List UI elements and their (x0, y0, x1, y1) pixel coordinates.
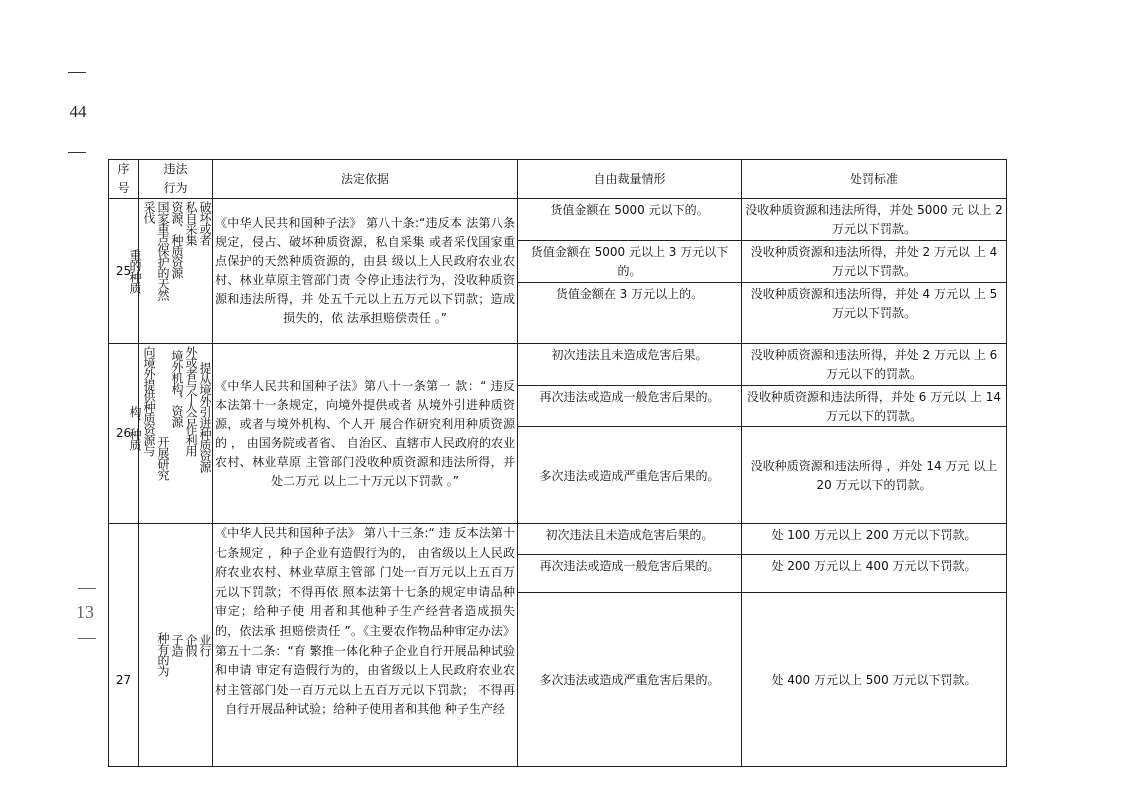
row-penalty: 没收种质资源和违法所得，并处 2 万元以 上 4 万元以下罚款。 (742, 240, 1007, 282)
table-header-row (109, 160, 1007, 199)
row-condition: 初次违法且未造成危害后果的。 (518, 524, 742, 555)
row-penalty: 处 200 万元以上 400 万元以下罚款。 (742, 554, 1007, 593)
row-seq: 26 (109, 344, 139, 524)
header-penalty: 处罚标准 (742, 160, 1007, 199)
act-vertical-text: 业行 企假 子造 种有的为 (156, 632, 212, 676)
row-penalty: 没收种质资源和违法所得 ，并处 14 万元 以上 20 万元以下的罚款。 (742, 427, 1007, 524)
act-vertical-text: 破坏或者 私自采集 资源、种质资源 国家重点保护的天然 采伐 重的种质 (128, 201, 212, 300)
row-penalty: 处 400 万元以上 500 万元以下罚款。 (742, 593, 1007, 767)
row-basis: 《中华人民共和国种子法》 第八十三条:“ 违 反本法第十七条规定 ，种子企业有造假行为的， 由省级以上人民政府农业农村、林业草原主管部 门处一百万元以上五百万元以下罚款；不得再依 照本法第十七条的规定申请品种审定；给种子使 用者和其他种子生产经营者造成损失的，依法承 担赔偿责任 ”。《主要农作物品种审定办法》第五十二条：“育 繁推一体化种子企业自行开展品种试验和申请 审定有造假行为的，由省级以上人民政府农业农 村主管部门处一百万元以上五百万元以下罚款； 不得再自行开展品种试验；给种子使用者和其他 种子生产经 (213, 524, 518, 767)
penalty-table (108, 159, 1007, 767)
header-act: 违法 行为 (139, 160, 213, 199)
side-number-dash-bottom (78, 638, 96, 639)
side-number-dash-top (78, 588, 96, 589)
table-row (109, 199, 1007, 241)
row-condition: 再次违法或造成一般危害后果的。 (518, 554, 742, 593)
row-condition: 多次违法或造成严重危害后果的。 (518, 427, 742, 524)
row-seq: 27 (109, 524, 139, 767)
row-penalty: 没收种质资源和违法所得，并处 4 万元以 上 5 万元以下罚款。 (742, 282, 1007, 343)
row-condition: 货值金额在 3 万元以上的。 (518, 282, 742, 343)
row-basis: 《中华人民共和国种子法》第八十一条第一 款：“ 违反本法第十一条规定，向境外提供或者 从境外引进种质资源，或者与境外机构、个人开 展合作研究利用种质资源的 ， 由国务院或者省、 自治区、直辖市人民政府的农业农村、林业草原 主管部门没收种质资源和违法所得，并处二万元 以上二十万元以下罚款 。” (213, 344, 518, 524)
act-vertical-text: 提从境外引进种质资源 外或者与个人合作利用 境外机构、资源 开展研究 向境外提供种质资源与 构、种质 (128, 346, 212, 480)
header-basis: 法定依据 (213, 160, 518, 199)
row-penalty: 处 100 万元以上 200 万元以下罚款。 (742, 524, 1007, 555)
row-basis: 《中华人民共和国种子法》 第八十条:“违反本 法第八条规定，侵占、破坏种质资源，私自采集 或者采伐国家重点保护的天然种质资源的，由县 级以上人民政府农业农村、林业草原主管部门责 令停止违法行为，没收种质资源和违法所得，并 处五千元以上五万元以下罚款；造成损失的，依 法承担赔偿责任 。” (213, 199, 518, 344)
row-penalty: 没收种质资源和违法所得，并处 6 万元以 上 14 万元以下的罚款。 (742, 385, 1007, 427)
page-number-dash-top (68, 72, 86, 73)
row-condition: 初次违法且未造成危害后果。 (518, 344, 742, 386)
header-condition: 自由裁量情形 (518, 160, 742, 199)
row-condition: 多次违法或造成严重危害后果的。 (518, 593, 742, 767)
row-act (139, 524, 213, 767)
row-condition: 货值金额在 5000 元以下的。 (518, 199, 742, 241)
row-penalty: 没收种质资源和违法所得，并处 5000 元 以上 2 万元以下罚款。 (742, 199, 1007, 241)
table-row (109, 344, 1007, 386)
header-seq: 序 号 (109, 160, 139, 199)
table-row (109, 524, 1007, 555)
page-number-side: 13 (76, 602, 94, 622)
row-act (128, 199, 213, 344)
row-act (128, 344, 213, 524)
row-seq: 25 (109, 199, 139, 344)
row-condition: 再次违法或造成一般危害后果的。 (518, 385, 742, 427)
row-penalty: 没收种质资源和违法所得，并处 2 万元以 上 6 万元以下的罚款。 (742, 344, 1007, 386)
row-condition: 货值金额在 5000 元以上 3 万元以下的。 (518, 240, 742, 282)
page-number-top: 44 (69, 102, 87, 121)
page-number-dash-bottom (68, 152, 86, 153)
